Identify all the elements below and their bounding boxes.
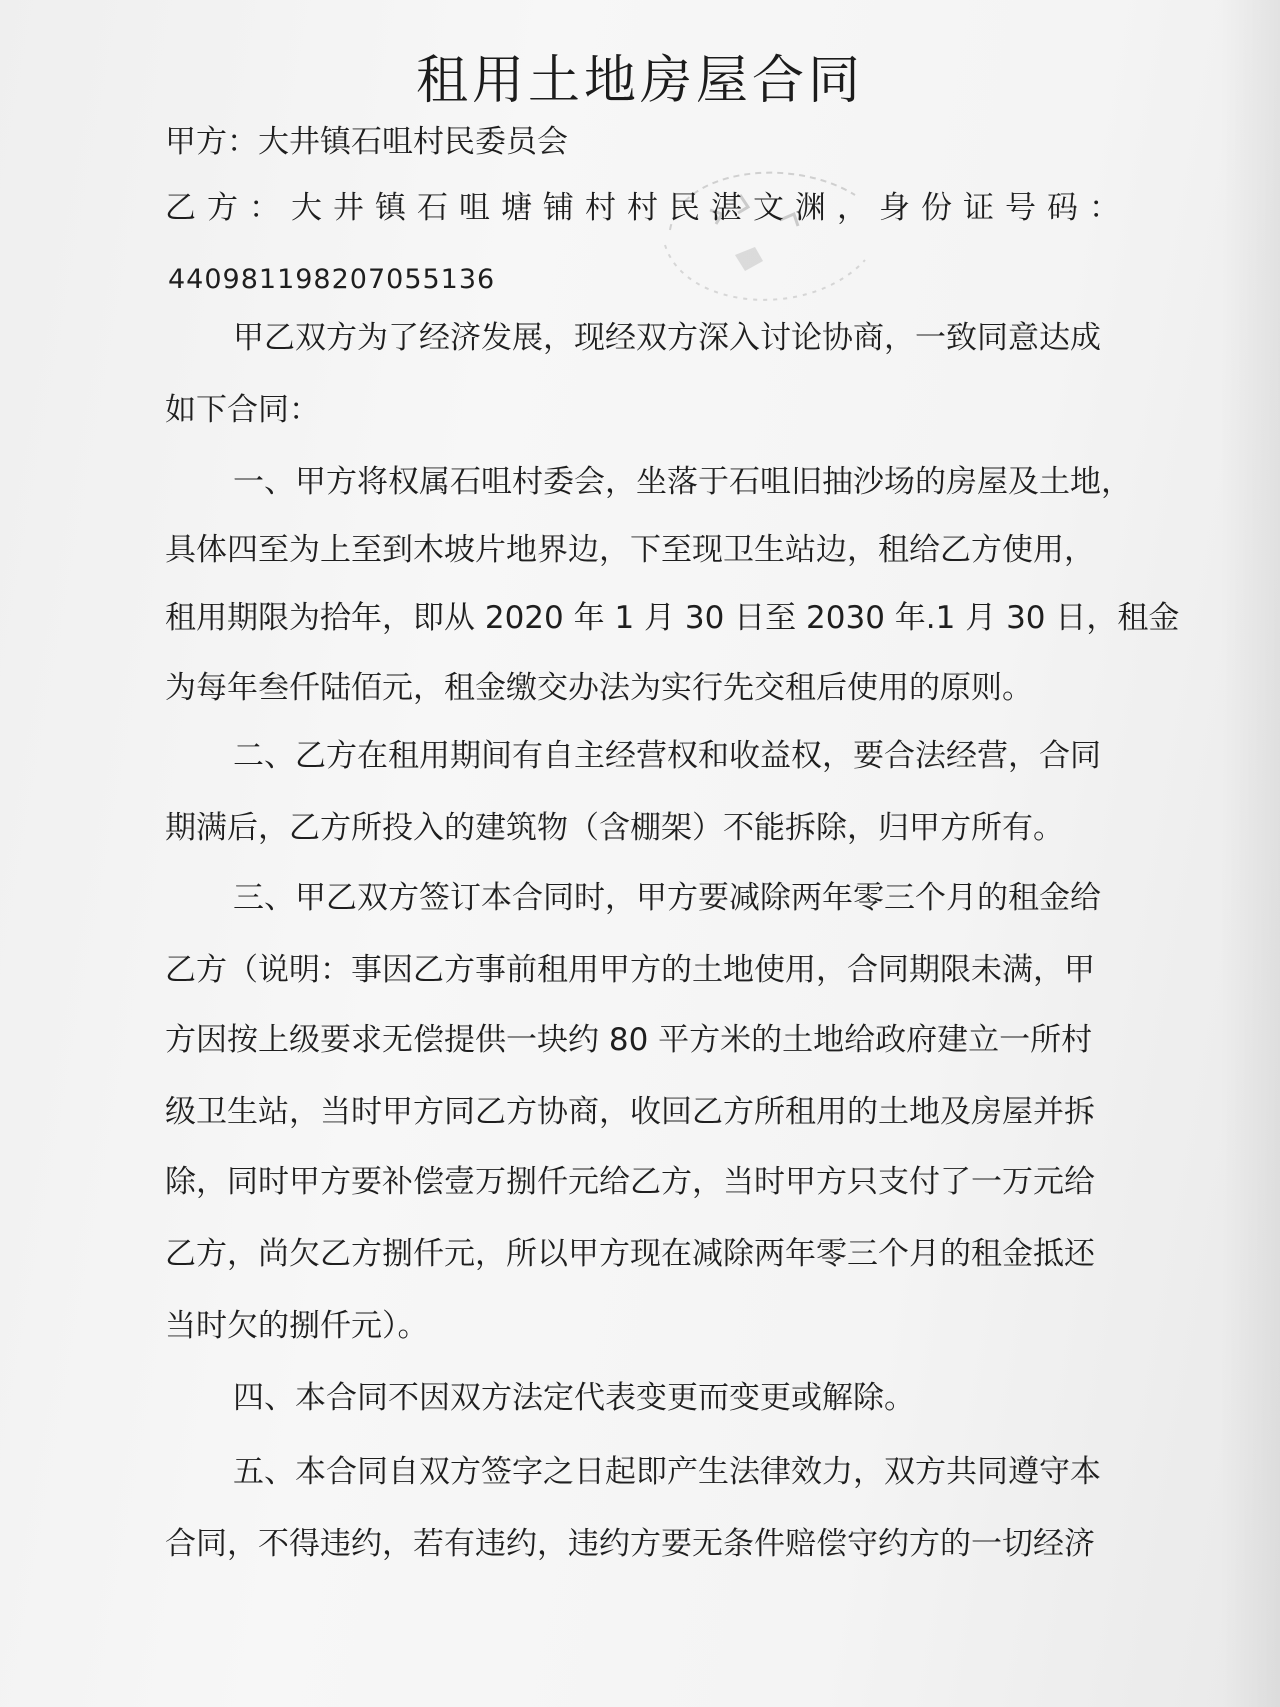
clause-1-line-2: 具体四至为上至到木坡片地界边，下至现卫生站边，租给乙方使用， — [165, 532, 1095, 568]
party-a-line: 甲方：大井镇石咀村民委员会 — [165, 124, 568, 160]
clause-1-line-1: 一、甲方将权属石咀村委会，坐落于石咀旧抽沙场的房屋及土地， — [233, 464, 1132, 500]
clause-3-line-7: 当时欠的捌仟元）。 — [165, 1308, 429, 1344]
clause-5-line-2: 合同，不得违约，若有违约，违约方要无条件赔偿守约方的一切经济 — [165, 1526, 1095, 1562]
clause-2-line-2: 期满后，乙方所投入的建筑物（含棚架）不能拆除，归甲方所有。 — [165, 810, 1064, 846]
page-shadow — [1220, 0, 1280, 1707]
clause-3-line-6: 乙方，尚欠乙方捌仟元，所以甲方现在减除两年零三个月的租金抵还 — [165, 1236, 1095, 1272]
faded-seal-stamp — [640, 150, 880, 320]
clause-1-line-4: 为每年叁仟陆佰元，租金缴交办法为实行先交租后使用的原则。 — [165, 670, 1033, 706]
party-b-line: 乙方：大井镇石咀塘铺村村民湛文渊，身份证号码： — [165, 190, 1131, 226]
contract-title: 租用土地房屋合同 — [415, 51, 864, 111]
clause-1-line-3: 租用期限为拾年，即从 2020 年 1 月 30 日至 2030 年.1 月 30 日，租金 — [165, 600, 1180, 636]
clause-line-intro-1: 甲乙双方为了经济发展，现经双方深入讨论协商，一致同意达成 — [233, 320, 1101, 356]
clause-2-line-1: 二、乙方在租用期间有自主经营权和收益权，要合法经营，合同 — [233, 738, 1101, 774]
clause-4-line-1: 四、本合同不因双方法定代表变更而变更或解除。 — [233, 1380, 915, 1416]
clause-line-intro-2: 如下合同： — [165, 392, 320, 428]
clause-3-line-2: 乙方（说明：事因乙方事前租用甲方的土地使用，合同期限未满，甲 — [165, 952, 1095, 988]
clause-3-line-4: 级卫生站，当时甲方同乙方协商，收回乙方所租用的土地及房屋并拆 — [165, 1094, 1095, 1130]
clause-3-line-5: 除，同时甲方要补偿壹万捌仟元给乙方，当时甲方只支付了一万元给 — [165, 1164, 1095, 1200]
id-number: 440981198207055136 — [168, 264, 496, 295]
clause-3-line-1: 三、甲乙双方签订本合同时，甲方要减除两年零三个月的租金给 — [233, 880, 1101, 916]
clause-3-line-3: 方因按上级要求无偿提供一块约 80 平方米的土地给政府建立一所村 — [165, 1022, 1093, 1058]
clause-5-line-1: 五、本合同自双方签字之日起即产生法律效力，双方共同遵守本 — [233, 1454, 1101, 1490]
